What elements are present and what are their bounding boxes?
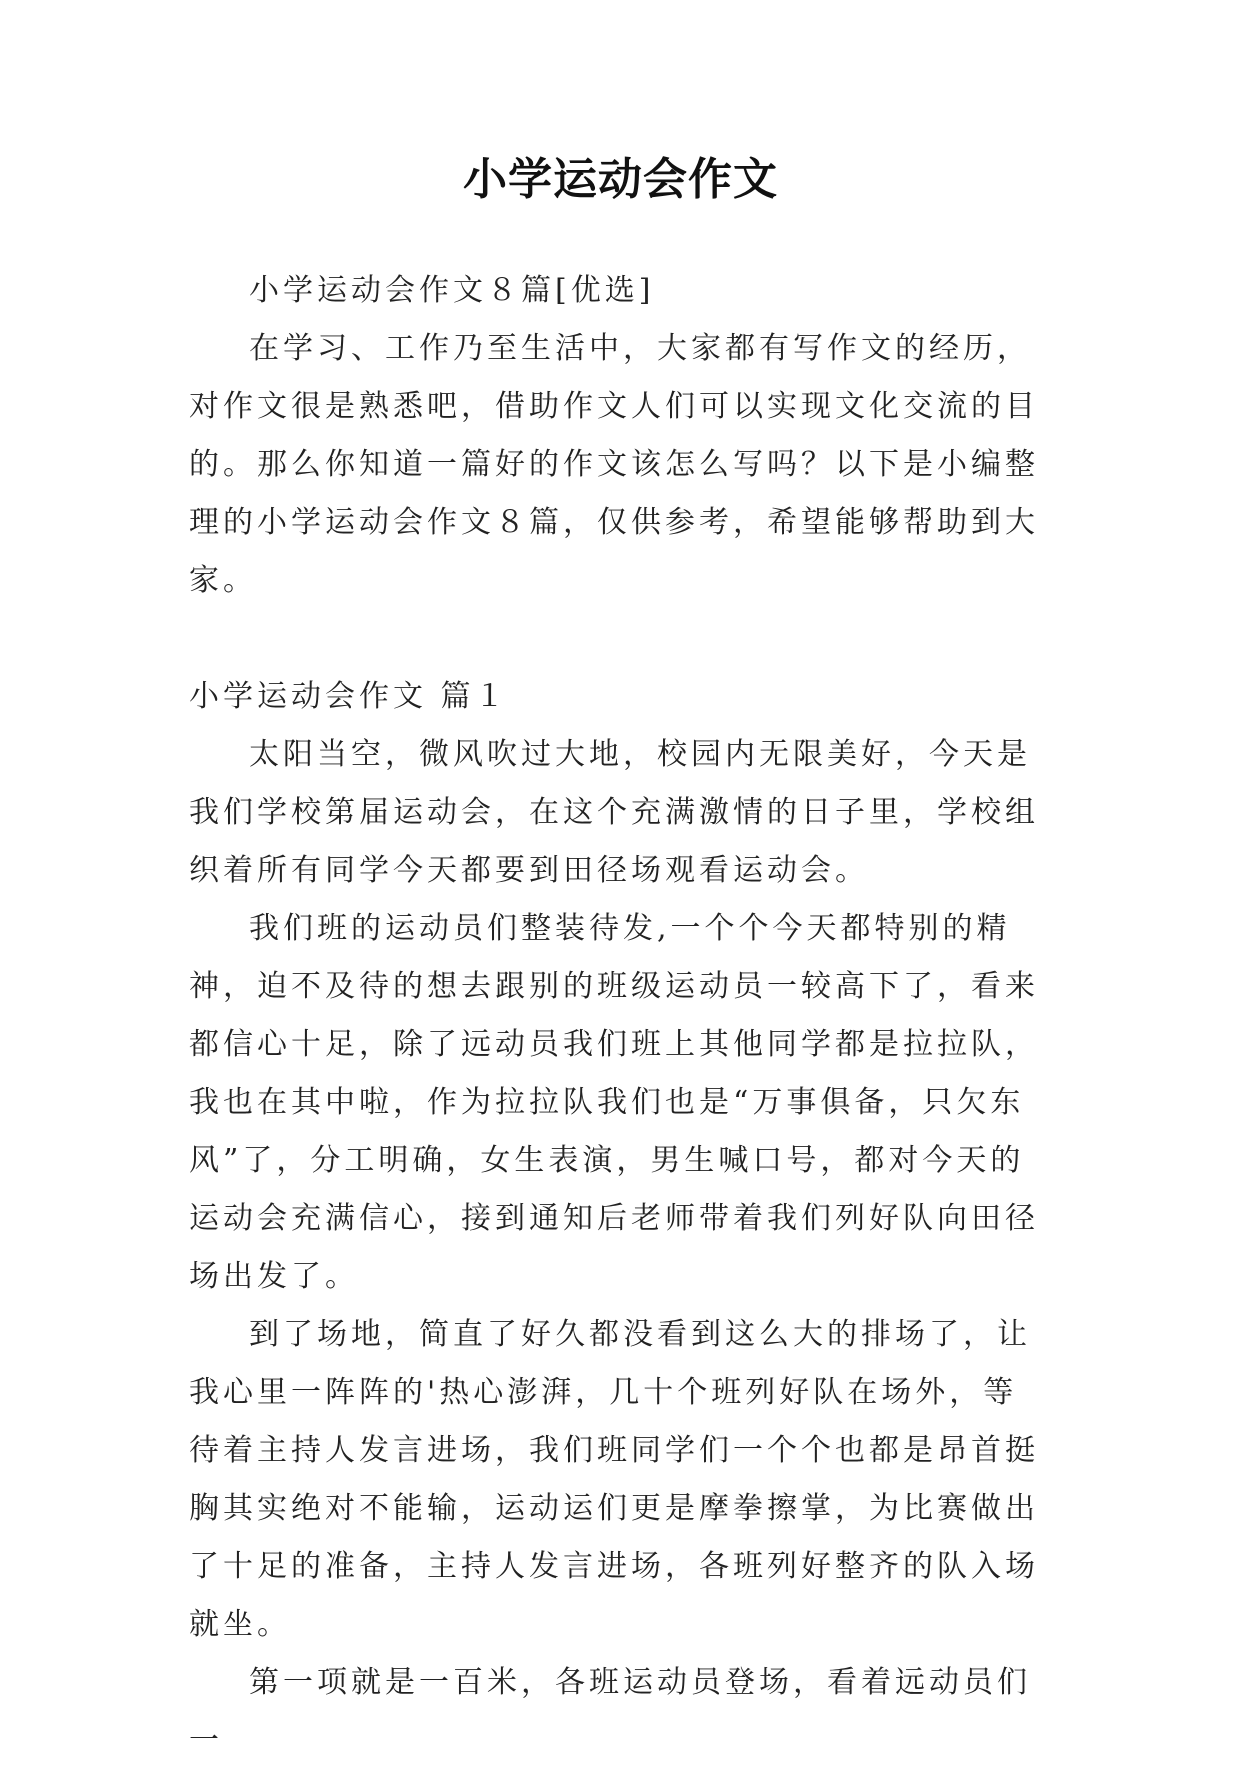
body-paragraph-4: 第一项就是一百米，各班运动员登场，看着远动员们一 xyxy=(189,1665,1031,1758)
section-heading: 小学运动会作文 篇１ xyxy=(189,679,509,714)
body-paragraph-3: 到了场地，简直了好久都没看到这么大的排场了，让我心里一阵阵的'热心澎湃，几十个班列好队在场外，等待着主持人发言进场，我们班同学们一个个也都是昂首挺胸其实绝对不能输，运动运们更是摩拳擦掌，为比赛做出了十足的准备，主持人发言进场，各班列好整齐的队入场就坐。 xyxy=(189,1317,1039,1642)
body-paragraph-2: 我们班的运动员们整装待发,一个个今天都特别的精神，迫不及待的想去跟别的班级运动员一较高下了，看来都信心十足，除了远动员我们班上其他同学都是拉拉队，我也在其中啦，作为拉拉队我们也是“万事俱备，只欠东风”了，分工明确，女生表演，男生喊口号，都对今天的运动会充满信心，接到通知后老师带着我们列好队向田径场出发了。 xyxy=(189,911,1039,1294)
document-body xyxy=(189,262,1051,1770)
document-subtitle: 小学运动会作文８篇[优选] xyxy=(249,273,655,308)
intro-paragraph: 在学习、工作乃至生活中，大家都有写作文的经历，对作文很是熟悉吧，借助作文人们可以实现文化交流的目的。那么你知道一篇好的作文该怎么写吗？以下是小编整理的小学运动会作文８篇，仅供参考，希望能够帮助到大家。 xyxy=(189,331,1039,598)
body-paragraph-1: 太阳当空，微风吹过大地，校园内无限美好，今天是我们学校第届运动会，在这个充满激情的日子里，学校组织着所有同学今天都要到田径场观看运动会。 xyxy=(189,737,1039,888)
document-title: 小学运动会作文 xyxy=(463,154,778,205)
